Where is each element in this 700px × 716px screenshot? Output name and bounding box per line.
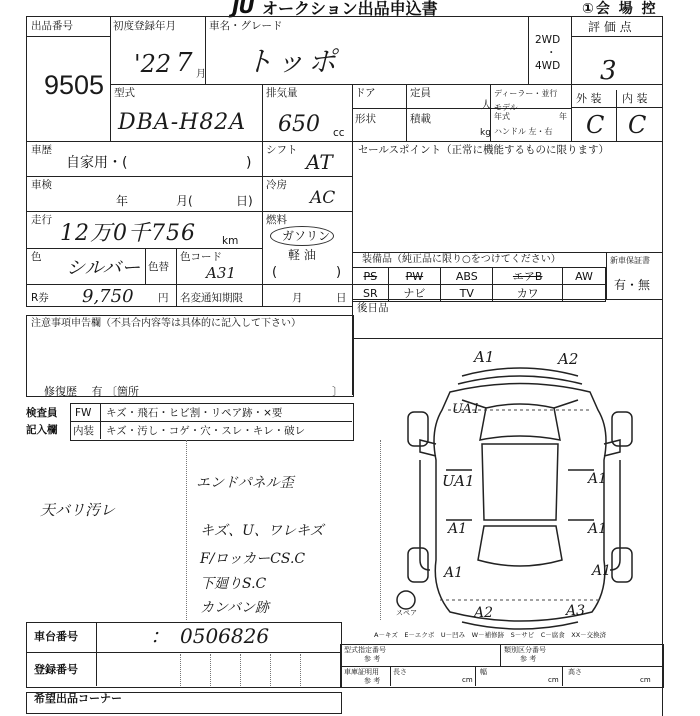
color-code-value: A31	[206, 264, 236, 282]
brand-logo: JU	[232, 0, 254, 18]
mark-a2-top: A2	[558, 350, 579, 368]
year-suffix: 年	[559, 112, 567, 121]
equip-abs: ABS	[441, 268, 493, 285]
model-year-label: モデル 年式	[494, 103, 518, 121]
fuel-paren-close: )	[336, 265, 342, 280]
recycle-fee: 9,750	[82, 286, 134, 307]
person-label: 人	[481, 99, 492, 111]
vehicle-no-value: ： 0506826	[150, 624, 270, 648]
preferred-corner-label: 希望出品コーナー	[34, 692, 122, 705]
cm-3: cm	[640, 676, 651, 684]
notes-label: 注意事項申告欄（不具合内容等は具体的に記入して下さい）	[31, 318, 301, 329]
exterior-label: 外 装	[576, 92, 602, 105]
type-label: 型式	[114, 87, 135, 99]
inspector-label: 検査員	[26, 407, 58, 419]
notes-line-4: 下廻りS.C	[200, 576, 267, 592]
mark-a1-right2: A1	[588, 521, 608, 537]
warranty-value: 有・無	[614, 278, 651, 292]
mark-a1-right3: A1	[592, 563, 612, 579]
entry-label: 記入欄	[26, 424, 58, 436]
handle-label: ハンドル 左・右	[494, 127, 553, 136]
fuel-diesel: 軽 油	[288, 248, 316, 262]
mark-ua1-left: UA1	[442, 472, 475, 490]
dot-label: ・	[546, 47, 557, 59]
equip-leather: カワ	[493, 285, 563, 302]
cert-ref: 参 考	[364, 677, 381, 685]
new-car-warranty-label: 新車保証書	[610, 256, 650, 265]
history-value: 自家用・(	[66, 155, 128, 171]
name-change-label: 名変通知期限	[180, 292, 243, 304]
aftermarket-label: 後日品	[357, 302, 389, 314]
inspection-year: 年	[116, 194, 129, 208]
notes-line-1: エンドパネル歪	[196, 475, 294, 491]
spec-ref: 参 考	[364, 655, 381, 663]
color-label: 色	[31, 251, 42, 263]
displacement-label: 排気量	[266, 87, 298, 99]
width-label: 幅	[480, 668, 487, 676]
cc-label: cc	[333, 127, 345, 139]
mark-a1-right1: A1	[588, 471, 608, 487]
notes-left: 天バリ汚レ	[40, 501, 116, 519]
eval-score: 3	[600, 56, 617, 86]
capacity-label: 定員	[410, 87, 431, 99]
mileage-label: 走行	[31, 214, 52, 226]
month-label: 月	[292, 292, 303, 304]
type-code: DBA-H82A	[118, 110, 247, 135]
fuel-paren-open: (	[272, 265, 278, 280]
day-label: 日	[336, 292, 347, 304]
fw-items: キズ・飛石・ヒビ割・リペア跡・×要	[106, 407, 283, 419]
notes-line-3: F/ロッカーCS.C	[200, 551, 306, 567]
inspection-month: 月(	[176, 194, 193, 208]
shift-label: シフト	[266, 144, 298, 156]
form-label: 形状	[355, 113, 376, 125]
equip-navi: ナビ	[388, 285, 440, 302]
mark-a1-left3: A1	[444, 565, 464, 581]
equipment-label: 装備品（純正品に限り○をつけてください）	[362, 254, 561, 265]
repair-history-label: 修復歴 有 〔箇所	[44, 385, 139, 398]
shift-value: AT	[306, 150, 333, 174]
equip-airbag: エアB	[493, 268, 563, 285]
first-reg-label: 初度登録年月	[113, 20, 176, 32]
color-code-label: 色コード	[180, 251, 222, 263]
venue-copy-label: ①会 場 控	[582, 1, 658, 17]
lot-no-value: 9505	[44, 70, 105, 100]
notes-line-2: キズ、U、ワレキズ	[200, 523, 324, 539]
spare-label: スペア	[396, 609, 417, 617]
form-title: オークション出品申込書	[262, 0, 438, 18]
history-close: )	[246, 155, 252, 171]
model-name: トッポ	[245, 45, 341, 78]
fw-label: FW	[75, 407, 92, 419]
2wd-label: 2WD	[535, 34, 561, 46]
interior-label: 内 装	[622, 92, 648, 105]
damage-legend: A－キズ E－エクボ U－凹み W－補修跡 S－サビ C－腐食 XX－交換済	[374, 631, 607, 639]
mark-ua1-upper: UA1	[452, 402, 481, 417]
fuel-gasoline: ガソリン	[282, 229, 331, 243]
equip-ps: PS	[353, 268, 389, 285]
evaluation-label: 評 価 点	[588, 20, 632, 34]
cert-label: 車庫証明用	[344, 668, 379, 676]
fuel-label: 燃料	[266, 214, 287, 226]
history-label: 車歴	[31, 144, 52, 156]
kg-label: kg	[480, 128, 491, 138]
class-label: 類別区分番号	[504, 646, 546, 654]
mark-a1-top: A1	[474, 348, 495, 366]
cm-1: cm	[462, 676, 473, 684]
inspection-label: 車検	[31, 179, 52, 191]
class-ref: 参 考	[520, 655, 537, 663]
reg-no-label: 登録番号	[34, 663, 78, 676]
km-label: km	[222, 235, 239, 247]
length-label: 長さ	[393, 668, 407, 676]
month-suffix: 月	[196, 69, 206, 80]
spec-label: 型式指定番号	[344, 646, 386, 654]
exterior-grade: C	[586, 111, 605, 139]
vehicle-no-label: 車台番号	[34, 630, 78, 643]
equip-sr: SR	[353, 285, 389, 302]
inspection-day: 日)	[236, 194, 253, 208]
color-change-label: 色替	[148, 261, 169, 273]
interior-grade: C	[628, 111, 647, 139]
repair-close: 〕	[332, 385, 343, 398]
door-label: ドア	[355, 87, 376, 99]
lot-no-label: 出品番号	[31, 20, 73, 32]
first-reg-month: 7	[176, 48, 193, 78]
height-label: 高さ	[568, 668, 582, 676]
sales-point-label: セールスポイント（正常に機能するものに限ります）	[358, 144, 610, 156]
recycle-label: R券	[31, 292, 49, 304]
interior-entry-label: 内装	[73, 425, 94, 437]
load-label: 積載	[410, 113, 431, 125]
notes-line-5: カンバン跡	[200, 600, 270, 616]
mark-a2-bottom: A2	[474, 605, 494, 621]
ac-label: 冷房	[266, 179, 287, 191]
mark-a3-bottom: A3	[566, 603, 586, 619]
color-value: シルバー	[66, 257, 141, 279]
first-reg-year: '22	[134, 50, 172, 78]
4wd-label: 4WD	[535, 60, 561, 72]
mark-a1-left2: A1	[448, 521, 468, 537]
yen-label: 円	[158, 292, 169, 304]
ac-value: AC	[310, 188, 336, 208]
displacement-value: 650	[278, 112, 320, 137]
dealer-import-label: ディーラー・並行	[494, 89, 558, 98]
cm-2: cm	[548, 676, 559, 684]
equip-tv: TV	[441, 285, 493, 302]
model-grade-label: 車名・グレード	[209, 20, 283, 32]
equip-aw: AW	[563, 268, 606, 285]
interior-items: キズ・汚し・コゲ・穴・スレ・キレ・破レ	[106, 425, 306, 437]
mileage-value: 12万0千756	[60, 221, 196, 246]
equip-pw: PW	[388, 268, 440, 285]
